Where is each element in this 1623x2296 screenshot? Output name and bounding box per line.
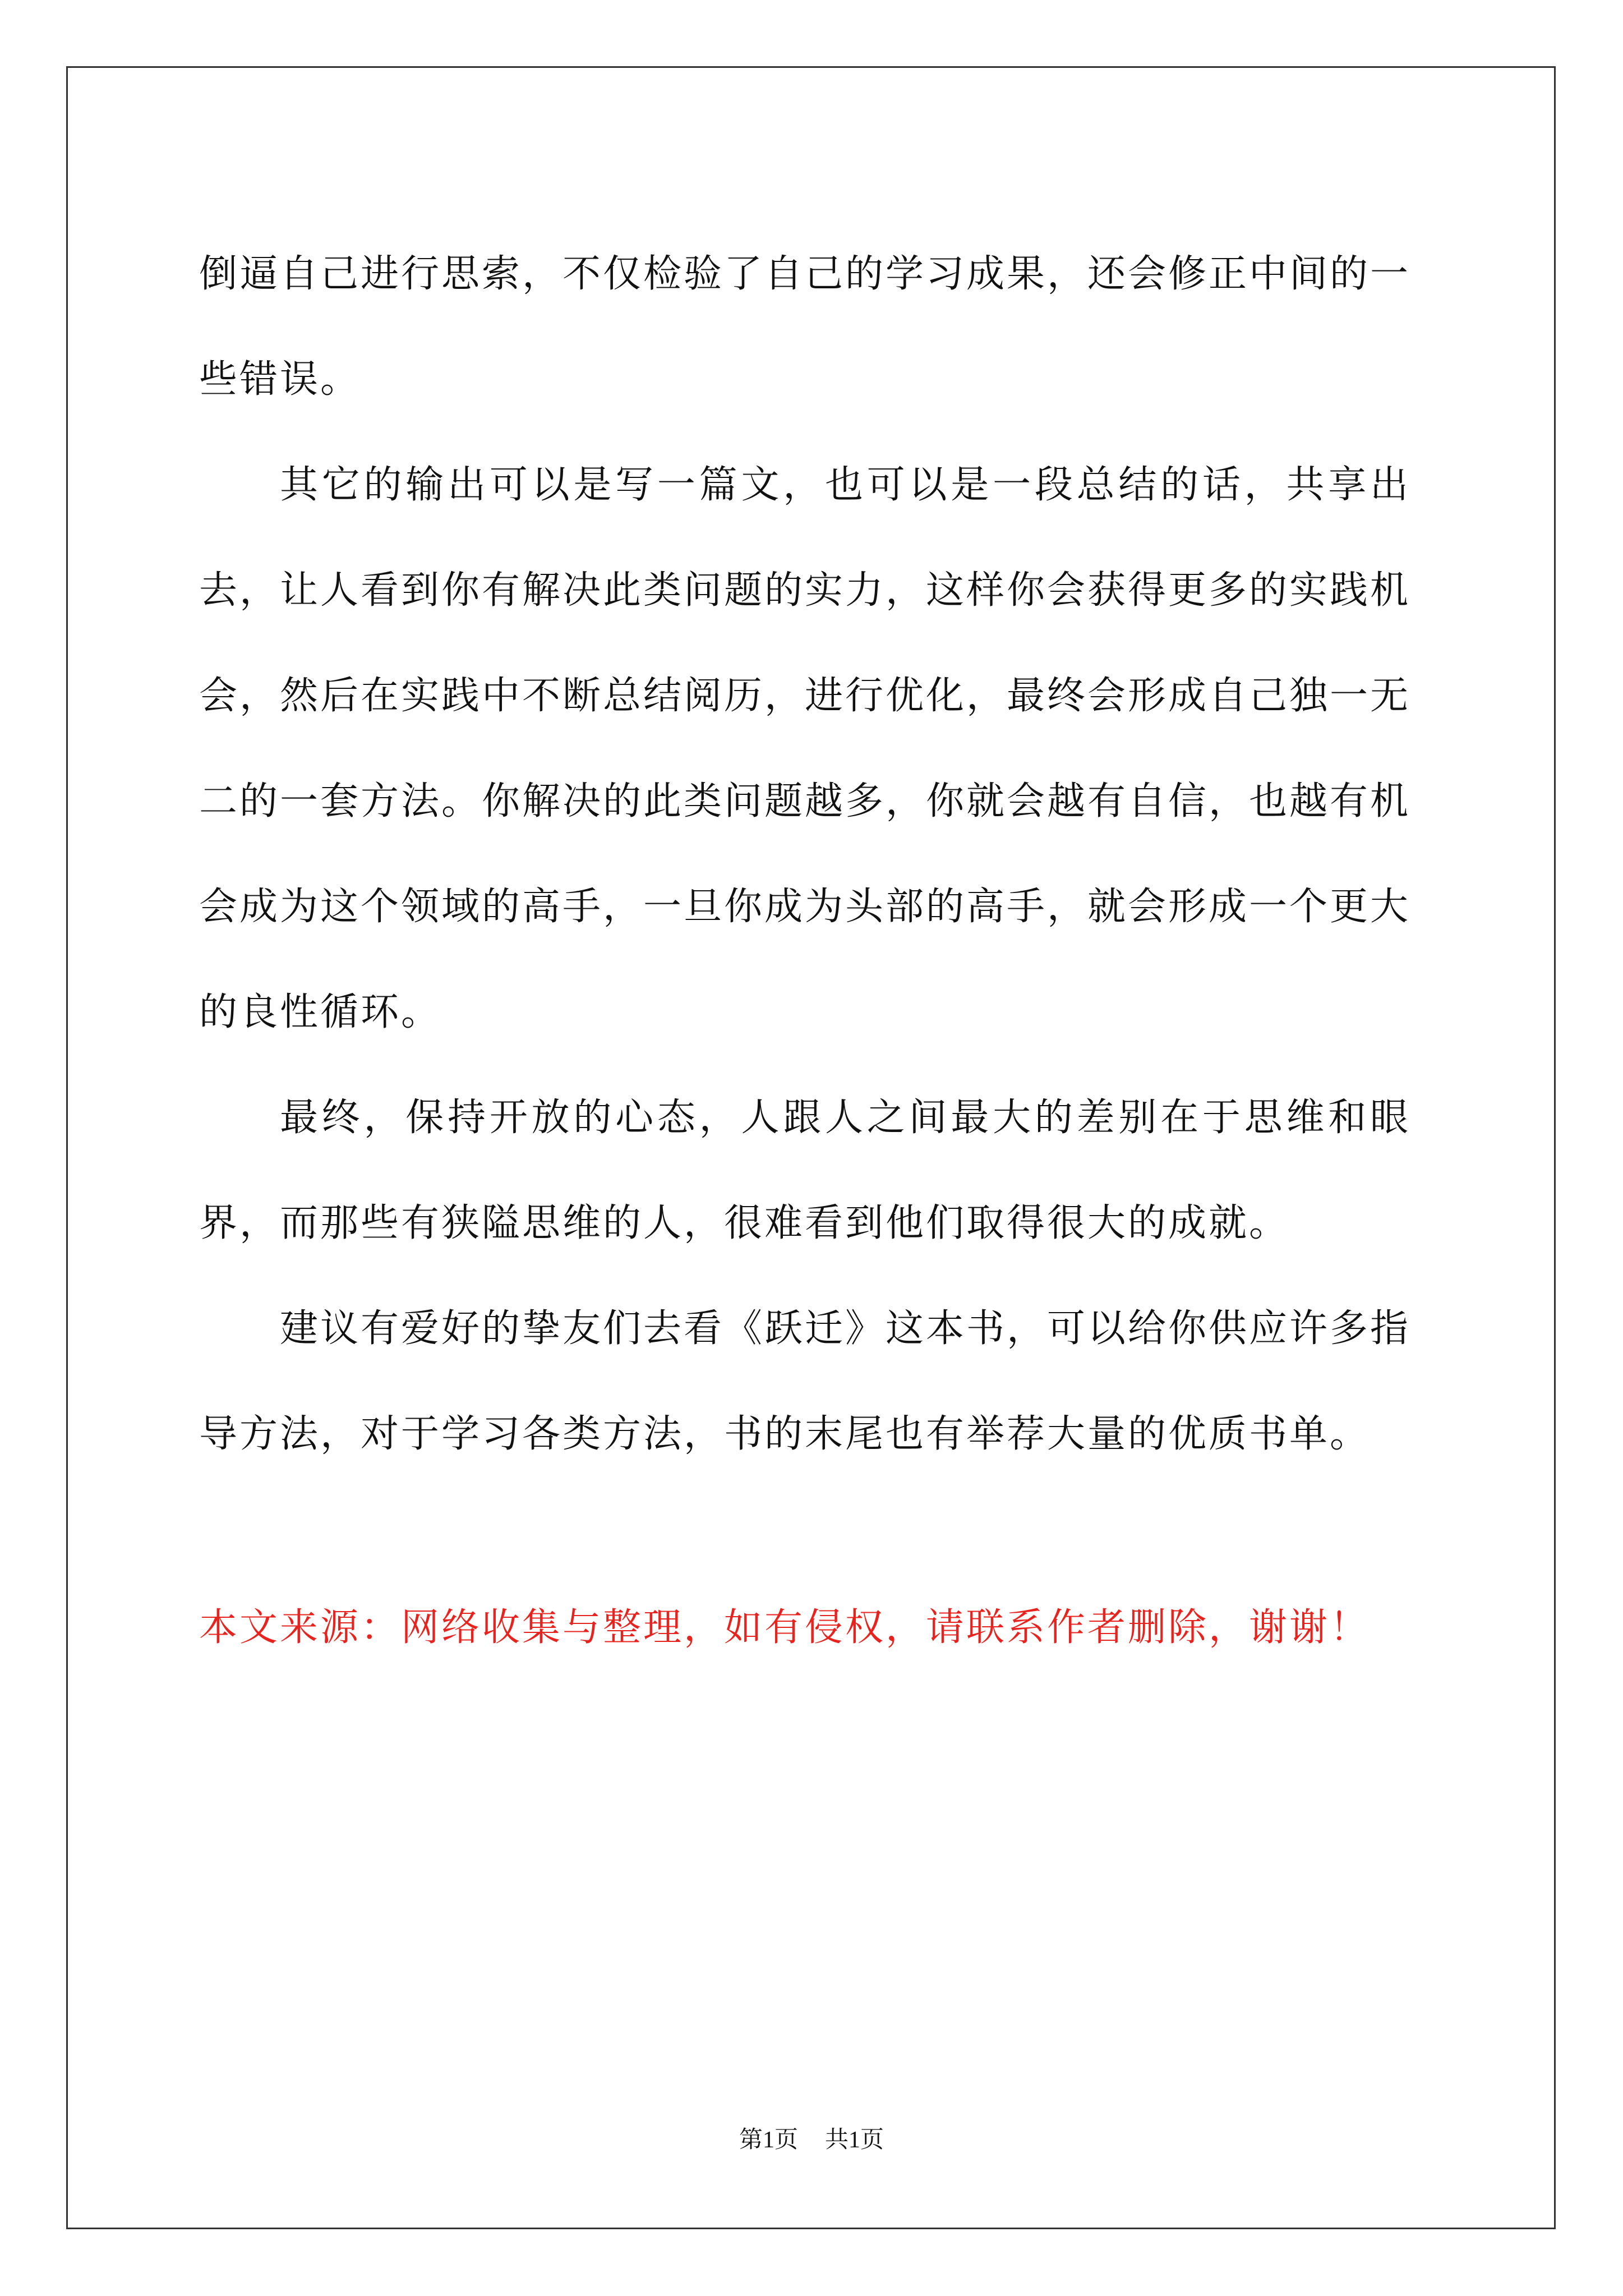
page-footer [0,2123,1623,2157]
document-body [199,222,1410,1487]
source-note: 本文来源：网络收集与整理，如有侵权，请联系作者删除，谢谢！ [199,1605,1371,1650]
paragraph-2: 其它的输出可以是写一篇文，也可以是一段总结的话，共享出去，让人看到你有解决此类问题的实力，这样你会获得更多的实践机会，然后在实践中不断总结阅历，进行优化，最终会形成自己独一无二的一套方法。你解决的此类问题越多，你就会越有自信，也越有机会成为这个领域的高手，一旦你成为头部的高手，就会形成一个更大的良性循环。 [199,463,1411,1034]
paragraph-1: 倒逼自己进行思索，不仅检验了自己的学习成果，还会修正中间的一些错误。 [199,252,1411,402]
paragraph-4: 建议有爱好的挚友们去看《跃迁》这本书，可以给你供应许多指导方法，对于学习各类方法，书的末尾也有举荐大量的优质书单。 [199,1306,1411,1456]
paragraph-3: 最终，保持开放的心态，人跟人之间最大的差别在于思维和眼界，而那些有狭隘思维的人，很难看到他们取得很大的成就。 [199,1096,1410,1245]
page-number: 第1页 [739,2127,798,2153]
page-total: 共1页 [825,2127,884,2153]
